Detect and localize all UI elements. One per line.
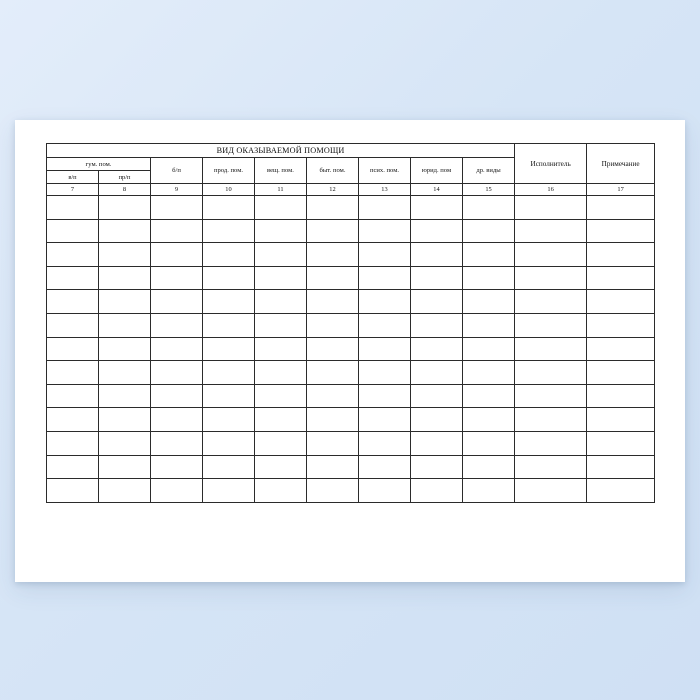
table-cell[interactable] bbox=[47, 337, 99, 361]
table-row[interactable] bbox=[47, 266, 655, 290]
header-vesh-pom: вещ. пом. bbox=[255, 158, 307, 184]
table-cell[interactable] bbox=[411, 455, 463, 479]
table-cell[interactable] bbox=[587, 196, 655, 220]
table-cell[interactable] bbox=[515, 219, 587, 243]
table-cell[interactable] bbox=[411, 313, 463, 337]
table-cell[interactable] bbox=[515, 266, 587, 290]
table-cell[interactable] bbox=[255, 243, 307, 267]
colnum-8: 8 bbox=[99, 184, 151, 196]
table-cell[interactable] bbox=[411, 219, 463, 243]
table-cell[interactable] bbox=[515, 337, 587, 361]
table-cell[interactable] bbox=[463, 431, 515, 455]
table-cell[interactable] bbox=[307, 431, 359, 455]
table-cell[interactable] bbox=[99, 196, 151, 220]
table-cell[interactable] bbox=[307, 243, 359, 267]
table-cell[interactable] bbox=[47, 408, 99, 432]
table-cell[interactable] bbox=[307, 384, 359, 408]
table-row[interactable] bbox=[47, 313, 655, 337]
table-cell[interactable] bbox=[515, 479, 587, 503]
table-cell[interactable] bbox=[307, 313, 359, 337]
table-cell[interactable] bbox=[463, 243, 515, 267]
table-cell[interactable] bbox=[515, 408, 587, 432]
header-dr-vidy: др. виды bbox=[463, 158, 515, 184]
table-cell[interactable] bbox=[47, 431, 99, 455]
colnum-7: 7 bbox=[47, 184, 99, 196]
table-cell[interactable] bbox=[359, 219, 411, 243]
table-cell[interactable] bbox=[99, 479, 151, 503]
table-cell[interactable] bbox=[463, 408, 515, 432]
table-cell[interactable] bbox=[463, 290, 515, 314]
table-cell[interactable] bbox=[47, 266, 99, 290]
table-cell[interactable] bbox=[203, 266, 255, 290]
table-cell[interactable] bbox=[203, 243, 255, 267]
table-row[interactable] bbox=[47, 243, 655, 267]
table-cell[interactable] bbox=[587, 243, 655, 267]
table-cell[interactable] bbox=[587, 266, 655, 290]
table-cell[interactable] bbox=[463, 455, 515, 479]
colnum-12: 12 bbox=[307, 184, 359, 196]
table-cell[interactable] bbox=[515, 313, 587, 337]
table-cell[interactable] bbox=[47, 313, 99, 337]
table-cell[interactable] bbox=[587, 431, 655, 455]
colnum-9: 9 bbox=[151, 184, 203, 196]
table-cell[interactable] bbox=[411, 337, 463, 361]
table-cell[interactable] bbox=[47, 479, 99, 503]
table-cell[interactable] bbox=[307, 219, 359, 243]
table-cell[interactable] bbox=[463, 266, 515, 290]
table-cell[interactable] bbox=[359, 431, 411, 455]
table-cell[interactable] bbox=[151, 408, 203, 432]
table-cell[interactable] bbox=[359, 266, 411, 290]
table-row[interactable] bbox=[47, 337, 655, 361]
table-cell[interactable] bbox=[255, 431, 307, 455]
colnum-17: 17 bbox=[587, 184, 655, 196]
table-cell[interactable] bbox=[359, 196, 411, 220]
table-cell[interactable] bbox=[359, 361, 411, 385]
table-cell[interactable] bbox=[587, 361, 655, 385]
table-cell[interactable] bbox=[203, 337, 255, 361]
header-group-gum-pom: гум. пом. bbox=[47, 158, 151, 171]
table-cell[interactable] bbox=[99, 219, 151, 243]
table-cell[interactable] bbox=[359, 455, 411, 479]
table-cell[interactable] bbox=[47, 361, 99, 385]
table-cell[interactable] bbox=[359, 243, 411, 267]
colnum-10: 10 bbox=[203, 184, 255, 196]
table-cell[interactable] bbox=[515, 455, 587, 479]
table-cell[interactable] bbox=[515, 384, 587, 408]
table-cell[interactable] bbox=[151, 313, 203, 337]
table-cell[interactable] bbox=[47, 384, 99, 408]
table-cell[interactable] bbox=[587, 290, 655, 314]
table-cell[interactable] bbox=[203, 196, 255, 220]
table-cell[interactable] bbox=[411, 384, 463, 408]
paper-sheet bbox=[15, 120, 685, 582]
table-cell[interactable] bbox=[587, 219, 655, 243]
table-row[interactable] bbox=[47, 361, 655, 385]
table-cell[interactable] bbox=[47, 455, 99, 479]
table-cell[interactable] bbox=[515, 431, 587, 455]
table-cell[interactable] bbox=[587, 408, 655, 432]
table-cell[interactable] bbox=[359, 313, 411, 337]
table-cell[interactable] bbox=[359, 337, 411, 361]
table-cell[interactable] bbox=[203, 408, 255, 432]
header-prod-pom: прод. пом. bbox=[203, 158, 255, 184]
table-cell[interactable] bbox=[151, 337, 203, 361]
table-cell[interactable] bbox=[411, 408, 463, 432]
table-cell[interactable] bbox=[587, 384, 655, 408]
table-cell[interactable] bbox=[307, 361, 359, 385]
table-cell[interactable] bbox=[255, 408, 307, 432]
colnum-13: 13 bbox=[359, 184, 411, 196]
table-cell[interactable] bbox=[411, 196, 463, 220]
table-cell[interactable] bbox=[359, 384, 411, 408]
table-row[interactable] bbox=[47, 384, 655, 408]
table-cell[interactable] bbox=[463, 313, 515, 337]
table-cell[interactable] bbox=[255, 479, 307, 503]
table-cell[interactable] bbox=[307, 290, 359, 314]
table-row[interactable] bbox=[47, 196, 655, 220]
table-cell[interactable] bbox=[255, 266, 307, 290]
header-primechanie: Примечание bbox=[587, 144, 655, 184]
table-cell[interactable] bbox=[203, 290, 255, 314]
table-cell[interactable] bbox=[515, 361, 587, 385]
table-cell[interactable] bbox=[359, 408, 411, 432]
table-cell[interactable] bbox=[203, 313, 255, 337]
table-cell[interactable] bbox=[307, 479, 359, 503]
header-psih-pom: псих. пом. bbox=[359, 158, 411, 184]
table-cell[interactable] bbox=[151, 479, 203, 503]
table-cell[interactable] bbox=[463, 196, 515, 220]
table-cell[interactable] bbox=[203, 384, 255, 408]
table-cell[interactable] bbox=[255, 290, 307, 314]
table-cell[interactable] bbox=[307, 337, 359, 361]
table-cell[interactable] bbox=[255, 455, 307, 479]
table-cell[interactable] bbox=[255, 361, 307, 385]
table-cell[interactable] bbox=[307, 455, 359, 479]
table-cell[interactable] bbox=[151, 243, 203, 267]
table-cell[interactable] bbox=[411, 266, 463, 290]
table-cell[interactable] bbox=[411, 290, 463, 314]
table-cell[interactable] bbox=[411, 243, 463, 267]
table-cell[interactable] bbox=[151, 290, 203, 314]
table-cell[interactable] bbox=[463, 337, 515, 361]
table-cell[interactable] bbox=[151, 266, 203, 290]
title-row bbox=[47, 144, 655, 158]
table-cell[interactable] bbox=[255, 196, 307, 220]
colnum-14: 14 bbox=[411, 184, 463, 196]
table-cell[interactable] bbox=[151, 455, 203, 479]
header-bp: б/п bbox=[151, 158, 203, 184]
table-title: ВИД ОКАЗЫВАЕМОЙ ПОМОЩИ bbox=[47, 144, 515, 158]
table-cell[interactable] bbox=[203, 479, 255, 503]
table-cell[interactable] bbox=[307, 196, 359, 220]
table-cell[interactable] bbox=[99, 290, 151, 314]
header-prp: пр/п bbox=[99, 171, 151, 184]
table-row[interactable] bbox=[47, 408, 655, 432]
header-ispolnitel: Исполнитель bbox=[515, 144, 587, 184]
table-cell[interactable] bbox=[359, 290, 411, 314]
table-cell[interactable] bbox=[463, 219, 515, 243]
table-cell[interactable] bbox=[203, 431, 255, 455]
table-cell[interactable] bbox=[411, 431, 463, 455]
table-cell[interactable] bbox=[47, 196, 99, 220]
table-cell[interactable] bbox=[255, 337, 307, 361]
table-row[interactable] bbox=[47, 479, 655, 503]
table-cell[interactable] bbox=[151, 196, 203, 220]
table-cell[interactable] bbox=[587, 313, 655, 337]
table-cell[interactable] bbox=[515, 243, 587, 267]
table-cell[interactable] bbox=[151, 431, 203, 455]
table-cell[interactable] bbox=[411, 479, 463, 503]
table-cell[interactable] bbox=[463, 361, 515, 385]
column-number-row bbox=[47, 184, 655, 196]
table-cell[interactable] bbox=[99, 361, 151, 385]
table-cell[interactable] bbox=[203, 455, 255, 479]
table-cell[interactable] bbox=[307, 408, 359, 432]
colnum-15: 15 bbox=[463, 184, 515, 196]
form-body bbox=[47, 196, 655, 503]
colnum-16: 16 bbox=[515, 184, 587, 196]
table-cell[interactable] bbox=[463, 479, 515, 503]
table-cell[interactable] bbox=[47, 290, 99, 314]
table-cell[interactable] bbox=[99, 313, 151, 337]
table-row[interactable] bbox=[47, 431, 655, 455]
table-cell[interactable] bbox=[411, 361, 463, 385]
colnum-11: 11 bbox=[255, 184, 307, 196]
table-cell[interactable] bbox=[99, 384, 151, 408]
table-cell[interactable] bbox=[99, 455, 151, 479]
table-cell[interactable] bbox=[47, 219, 99, 243]
table-cell[interactable] bbox=[587, 479, 655, 503]
table-cell[interactable] bbox=[151, 384, 203, 408]
table-cell[interactable] bbox=[99, 431, 151, 455]
table-cell[interactable] bbox=[203, 219, 255, 243]
table-cell[interactable] bbox=[515, 290, 587, 314]
table-cell[interactable] bbox=[255, 313, 307, 337]
table-cell[interactable] bbox=[255, 219, 307, 243]
header-yurid-pom: юрид. пом bbox=[411, 158, 463, 184]
table-cell[interactable] bbox=[203, 361, 255, 385]
table-cell[interactable] bbox=[359, 479, 411, 503]
table-cell[interactable] bbox=[151, 361, 203, 385]
table-cell[interactable] bbox=[151, 219, 203, 243]
table-cell[interactable] bbox=[587, 337, 655, 361]
table-cell[interactable] bbox=[99, 337, 151, 361]
table-row[interactable] bbox=[47, 219, 655, 243]
table-row[interactable] bbox=[47, 290, 655, 314]
table-cell[interactable] bbox=[255, 384, 307, 408]
table-cell[interactable] bbox=[99, 408, 151, 432]
aid-types-form-table bbox=[46, 143, 655, 503]
table-row[interactable] bbox=[47, 455, 655, 479]
table-cell[interactable] bbox=[587, 455, 655, 479]
header-byt-pom: быт. пом. bbox=[307, 158, 359, 184]
table-cell[interactable] bbox=[463, 384, 515, 408]
table-cell[interactable] bbox=[99, 243, 151, 267]
table-cell[interactable] bbox=[307, 266, 359, 290]
table-cell[interactable] bbox=[99, 266, 151, 290]
header-vp: в/п bbox=[47, 171, 99, 184]
table-cell[interactable] bbox=[515, 196, 587, 220]
table-cell[interactable] bbox=[47, 243, 99, 267]
